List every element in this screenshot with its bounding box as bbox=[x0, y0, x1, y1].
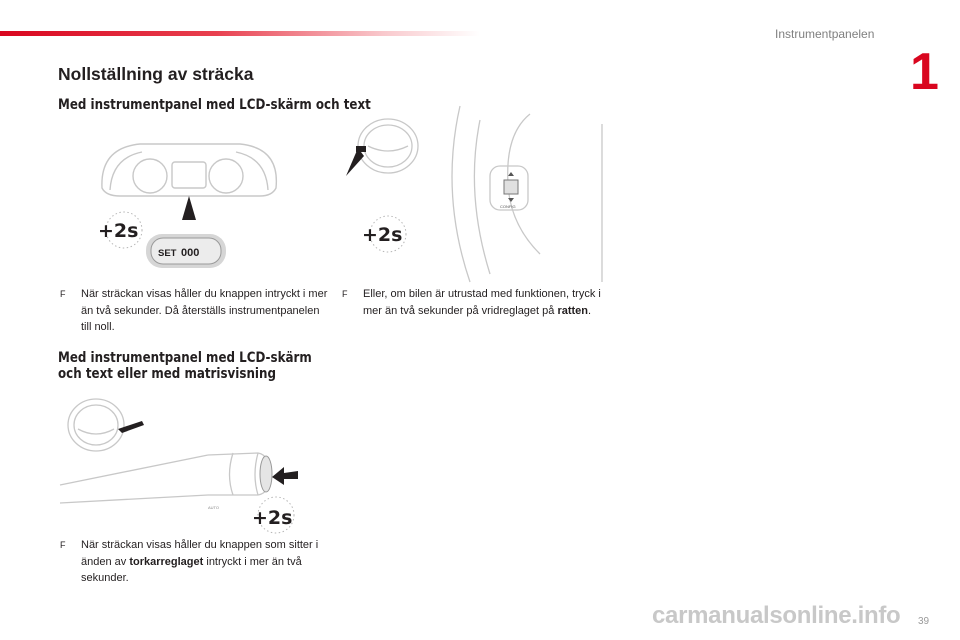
badge-text-3: +2s bbox=[252, 507, 293, 529]
paragraph-1-text: När sträckan visas håller du knappen intryckt i mer än två sekunder. Då återställs instrumentpanelen till noll. bbox=[81, 288, 328, 333]
figure-cluster-set-button bbox=[90, 138, 290, 273]
figure-steering-wheel-config bbox=[340, 104, 605, 284]
badge-text-2: +2s bbox=[362, 224, 403, 246]
chapter-number: 1 bbox=[910, 43, 939, 101]
set-value: 000 bbox=[181, 247, 200, 259]
badge-text-1: +2s bbox=[98, 220, 139, 242]
figure-wiper-stalk bbox=[58, 395, 308, 535]
bullet-3: F bbox=[60, 540, 66, 550]
chapter-title: Instrumentpanelen bbox=[775, 27, 875, 41]
page-number: 39 bbox=[918, 616, 930, 627]
header-red-bar bbox=[0, 31, 480, 36]
paragraph-1 bbox=[60, 286, 330, 336]
paragraph-3 bbox=[60, 537, 325, 587]
timer-badge-icon bbox=[98, 212, 142, 248]
stalk-label: AUTO bbox=[208, 505, 220, 510]
timer-badge-icon bbox=[362, 216, 406, 252]
paragraph-3-bold: torkarreglaget bbox=[129, 555, 204, 568]
pointer-arrow-icon bbox=[272, 467, 298, 485]
set-button-icon bbox=[146, 234, 226, 268]
pointer-arrow-icon bbox=[346, 148, 364, 176]
paragraph-3-text: När sträckan visas håller du knappen som sitter i änden av torkarreglaget intryckt i mer än två sekunder. bbox=[81, 539, 319, 584]
set-label: SET bbox=[158, 248, 177, 259]
bullet-2: F bbox=[342, 289, 348, 299]
paragraph-2 bbox=[342, 286, 612, 319]
timer-badge-icon bbox=[252, 497, 294, 533]
paragraph-2-text: Eller, om bilen är utrustad med funktionen, tryck i mer än två sekunder på vridreglaget på ratten. bbox=[363, 288, 601, 317]
watermark: carmanualsonline.info bbox=[652, 602, 901, 629]
pointer-arrow-icon bbox=[182, 196, 196, 220]
page-title: Nollställning av sträcka bbox=[58, 64, 254, 84]
bullet-1: F bbox=[60, 289, 66, 299]
paragraph-2-bold: ratten bbox=[557, 304, 589, 317]
section1-heading: Med instrumentpanel med LCD-skärm och text bbox=[58, 97, 371, 113]
section2-heading: Med instrumentpanel med LCD-skärm och text eller med matrisvisning bbox=[58, 350, 312, 382]
config-control-icon bbox=[500, 172, 518, 209]
wiper-stalk-end-icon bbox=[260, 456, 272, 492]
config-label: CONFIG bbox=[500, 204, 516, 209]
